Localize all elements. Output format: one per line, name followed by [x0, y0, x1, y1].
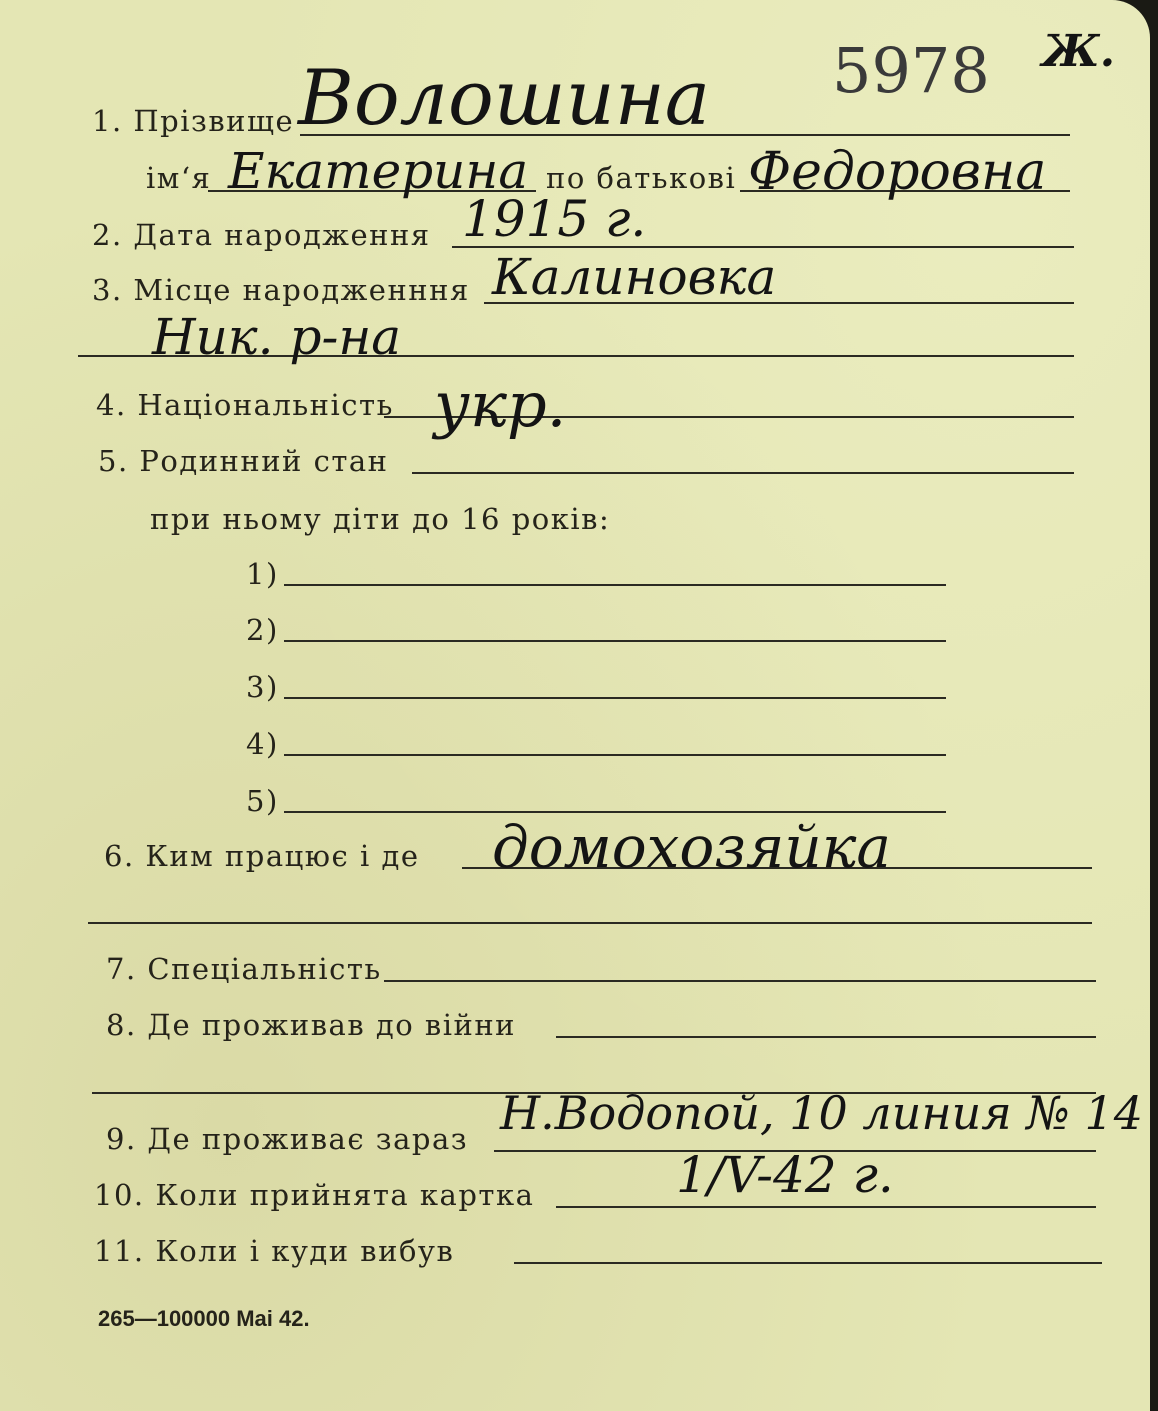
handwritten-current-address: Н.Водопой, 10 линия № 14 [500, 1086, 1144, 1140]
handwritten-birth-date: 1915 г. [462, 190, 647, 248]
label-child-2: 2) [246, 613, 279, 647]
handwritten-name: Екатерина [228, 142, 529, 200]
label-card-date: 10. Коли прийнята картка [94, 1178, 535, 1212]
line-child-2 [284, 640, 946, 642]
handwritten-number: 5978 [832, 34, 990, 107]
handwritten-card-date: 1/V-42 г. [676, 1146, 894, 1204]
print-footer: 265—100000 Mai 42. [98, 1306, 310, 1331]
line-card-date [556, 1206, 1096, 1208]
label-current-address: 9. Де проживає зараз [106, 1122, 469, 1156]
label-child-3: 3) [246, 670, 279, 704]
label-name: ім‘я [146, 161, 212, 195]
label-birth-date: 2. Дата народження [92, 218, 431, 252]
label-children: при ньому діти до 16 років: [150, 502, 611, 536]
line-child-3 [284, 697, 946, 699]
line-departure [514, 1262, 1102, 1264]
line-child-4 [284, 754, 946, 756]
line-prewar-address [556, 1036, 1096, 1038]
handwritten-birth-place-2: Ник. р-на [152, 308, 402, 366]
label-occupation: 6. Ким працює і де [104, 839, 420, 873]
line-child-1 [284, 584, 946, 586]
label-child-4: 4) [246, 727, 279, 761]
line-specialty [384, 980, 1096, 982]
label-birth-place: 3. Місце народженння [92, 273, 470, 307]
label-specialty: 7. Спеціальність [106, 952, 382, 986]
handwritten-patronymic: Федоровна [748, 142, 1047, 202]
label-patronymic: по батькові [546, 161, 737, 195]
label-child-5: 5) [246, 784, 279, 818]
handwritten-mark: Ж. [1042, 26, 1116, 77]
label-marital-status: 5. Родинний стан [98, 444, 389, 478]
label-surname: 1. Прізвище [92, 104, 295, 138]
handwritten-occupation: домохозяйка [492, 813, 891, 881]
label-prewar-address: 8. Де проживав до війни [106, 1008, 516, 1042]
handwritten-surname: Волошина [298, 53, 711, 142]
label-departure: 11. Коли і куди вибув [94, 1234, 455, 1268]
handwritten-birth-place-1: Калиновка [492, 248, 777, 306]
line-marital-status [412, 472, 1074, 474]
label-nationality: 4. Національність [96, 388, 394, 422]
line-occupation-2 [88, 922, 1092, 924]
label-child-1: 1) [246, 557, 279, 591]
handwritten-nationality: укр. [434, 368, 567, 441]
